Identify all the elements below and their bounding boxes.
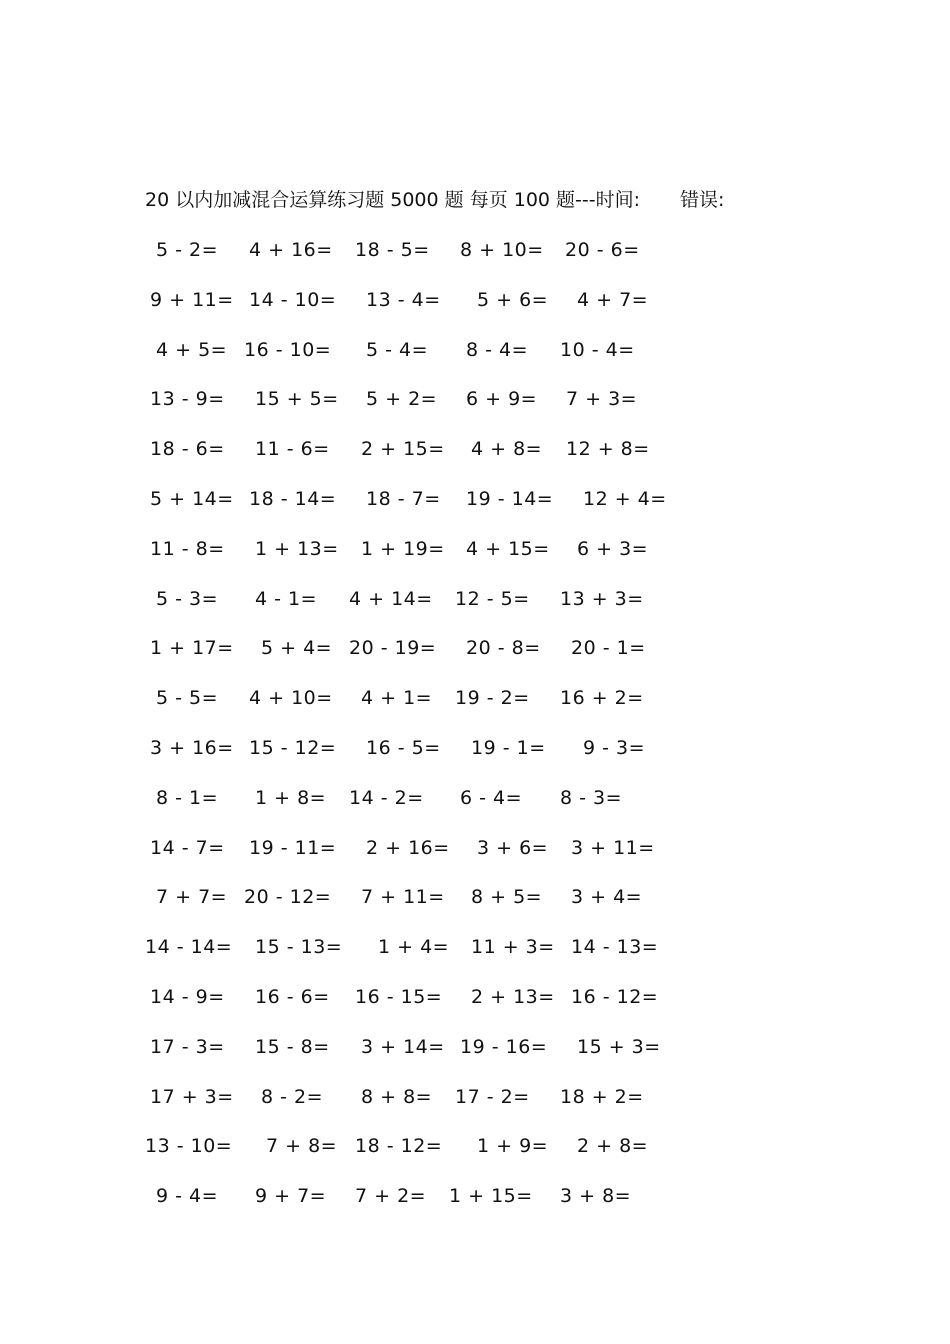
problem-cell: 5 - 4=: [366, 338, 429, 361]
problem-row: [0, 982, 950, 1012]
problem-cell: 1 + 13=: [255, 537, 339, 560]
problem-row: [0, 882, 950, 912]
problem-cell: 4 + 16=: [249, 239, 333, 261]
problem-cell: 14 - 9=: [150, 986, 225, 1008]
problem-row: [0, 1131, 950, 1161]
problem-cell: 14 - 7=: [150, 836, 225, 859]
problem-cell: 8 + 8=: [361, 1085, 433, 1108]
problem-cell: 14 - 2=: [349, 786, 424, 809]
problem-cell: 8 - 3=: [560, 786, 623, 809]
problem-cell: 6 - 4=: [460, 786, 523, 809]
problem-cell: 3 + 16=: [150, 737, 234, 759]
problem-cell: 13 - 4=: [366, 288, 441, 311]
problem-cell: 18 - 14=: [249, 488, 337, 510]
problem-cell: 7 + 3=: [566, 388, 638, 411]
problem-row: [0, 733, 950, 763]
problem-cell: 5 - 3=: [156, 587, 219, 610]
problem-cell: 4 + 14=: [349, 587, 433, 610]
problem-cell: 1 + 9=: [477, 1135, 549, 1158]
problem-cell: 9 - 3=: [583, 737, 646, 759]
problem-cell: 16 - 5=: [366, 737, 441, 759]
problem-cell: 2 + 8=: [577, 1135, 649, 1158]
problem-cell: 5 + 4=: [261, 637, 333, 660]
problem-cell: 1 + 4=: [378, 936, 450, 959]
problem-cell: 18 - 7=: [366, 488, 441, 510]
problem-row: [0, 584, 950, 614]
problem-cell: 3 + 4=: [571, 886, 643, 909]
problem-cell: 20 - 19=: [349, 637, 437, 660]
problem-cell: 11 - 8=: [150, 537, 225, 560]
problem-row: [0, 1082, 950, 1112]
problem-cell: 16 - 15=: [355, 986, 443, 1008]
problem-cell: 1 + 8=: [255, 786, 327, 809]
problem-cell: 2 + 16=: [366, 836, 450, 859]
problem-cell: 17 + 3=: [150, 1085, 234, 1108]
problem-cell: 5 + 6=: [477, 288, 549, 311]
problem-cell: 5 - 2=: [156, 239, 219, 261]
problem-cell: 4 + 10=: [249, 687, 333, 710]
problem-cell: 4 + 8=: [471, 438, 543, 461]
problem-cell: 11 - 6=: [255, 438, 330, 461]
problem-cell: 20 - 1=: [571, 637, 646, 660]
problem-cell: 5 + 14=: [150, 488, 234, 510]
problem-cell: 18 + 2=: [560, 1085, 644, 1108]
problem-cell: 13 - 9=: [150, 388, 225, 411]
problem-cell: 5 - 5=: [156, 687, 219, 710]
problem-cell: 7 + 7=: [156, 886, 228, 909]
problem-cell: 9 + 7=: [255, 1185, 327, 1208]
problem-cell: 4 + 15=: [466, 537, 550, 560]
problem-cell: 4 + 1=: [361, 687, 433, 710]
problem-row: [0, 235, 950, 265]
problem-cell: 19 - 11=: [249, 836, 337, 859]
problem-cell: 17 - 2=: [455, 1085, 530, 1108]
problem-cell: 3 + 6=: [477, 836, 549, 859]
problem-cell: 14 - 13=: [571, 936, 659, 959]
worksheet-title: 20 以内加减混合运算练习题 5000 题 每页 100 题---时间:: [145, 189, 641, 211]
problem-cell: 4 + 7=: [577, 288, 649, 311]
problem-row: [0, 1181, 950, 1211]
problem-cell: 2 + 13=: [471, 986, 555, 1008]
problem-cell: 12 + 8=: [566, 438, 650, 461]
problem-cell: 20 - 8=: [466, 637, 541, 660]
problem-cell: 16 - 6=: [255, 986, 330, 1008]
problem-row: [0, 384, 950, 414]
problem-cell: 19 - 1=: [471, 737, 546, 759]
problem-cell: 8 - 1=: [156, 786, 219, 809]
problem-cell: 20 - 12=: [244, 886, 332, 909]
problem-cell: 5 + 2=: [366, 388, 438, 411]
problem-cell: 10 - 4=: [560, 338, 635, 361]
problem-cell: 1 + 15=: [449, 1185, 533, 1208]
problem-cell: 16 - 10=: [244, 338, 332, 361]
problem-cell: 16 - 12=: [571, 986, 659, 1008]
problem-row: [0, 285, 950, 315]
problem-cell: 7 + 2=: [355, 1185, 427, 1208]
problem-cell: 3 + 14=: [361, 1035, 445, 1058]
problem-row: [0, 633, 950, 663]
problem-row: [0, 434, 950, 464]
problem-cell: 6 + 9=: [466, 388, 538, 411]
problem-cell: 15 - 8=: [255, 1035, 330, 1058]
problem-cell: 18 - 12=: [355, 1135, 443, 1158]
problem-cell: 18 - 6=: [150, 438, 225, 461]
problem-cell: 7 + 8=: [266, 1135, 338, 1158]
problem-cell: 15 + 3=: [577, 1035, 661, 1058]
problem-cell: 8 - 2=: [261, 1085, 324, 1108]
problem-cell: 4 + 5=: [156, 338, 228, 361]
problem-cell: 8 + 10=: [460, 239, 544, 261]
problem-row: [0, 335, 950, 365]
problem-cell: 19 - 14=: [466, 488, 554, 510]
problem-cell: 8 + 5=: [471, 886, 543, 909]
problem-cell: 9 - 4=: [156, 1185, 219, 1208]
problem-cell: 7 + 11=: [361, 886, 445, 909]
problem-cell: 16 + 2=: [560, 687, 644, 710]
problem-cell: 19 - 2=: [455, 687, 530, 710]
problem-row: [0, 783, 950, 813]
problem-cell: 12 + 4=: [583, 488, 667, 510]
problem-cell: 14 - 10=: [249, 288, 337, 311]
problem-cell: 17 - 3=: [150, 1035, 225, 1058]
problem-cell: 15 + 5=: [255, 388, 339, 411]
problem-row: [0, 1032, 950, 1062]
problem-row: [0, 534, 950, 564]
problem-cell: 11 + 3=: [471, 936, 555, 959]
problem-cell: 14 - 14=: [145, 936, 233, 959]
problem-cell: 15 - 12=: [249, 737, 337, 759]
problem-cell: 18 - 5=: [355, 239, 430, 261]
problem-cell: 9 + 11=: [150, 288, 234, 311]
problem-cell: 20 - 6=: [565, 239, 640, 261]
problem-cell: 12 - 5=: [455, 587, 530, 610]
problem-row: [0, 833, 950, 863]
problem-cell: 6 + 3=: [577, 537, 649, 560]
problem-row: [0, 683, 950, 713]
problem-cell: 3 + 11=: [571, 836, 655, 859]
problem-row: [0, 484, 950, 514]
problem-cell: 13 - 10=: [145, 1135, 233, 1158]
problem-cell: 15 - 13=: [255, 936, 343, 959]
problem-cell: 4 - 1=: [255, 587, 318, 610]
problem-cell: 19 - 16=: [460, 1035, 548, 1058]
problem-cell: 3 + 8=: [560, 1185, 632, 1208]
problem-cell: 2 + 15=: [361, 438, 445, 461]
errors-label: 错误:: [680, 189, 725, 211]
problem-cell: 1 + 17=: [150, 637, 234, 660]
problem-cell: 13 + 3=: [560, 587, 644, 610]
problem-cell: 8 - 4=: [466, 338, 529, 361]
problem-cell: 1 + 19=: [361, 537, 445, 560]
problem-row: [0, 932, 950, 962]
